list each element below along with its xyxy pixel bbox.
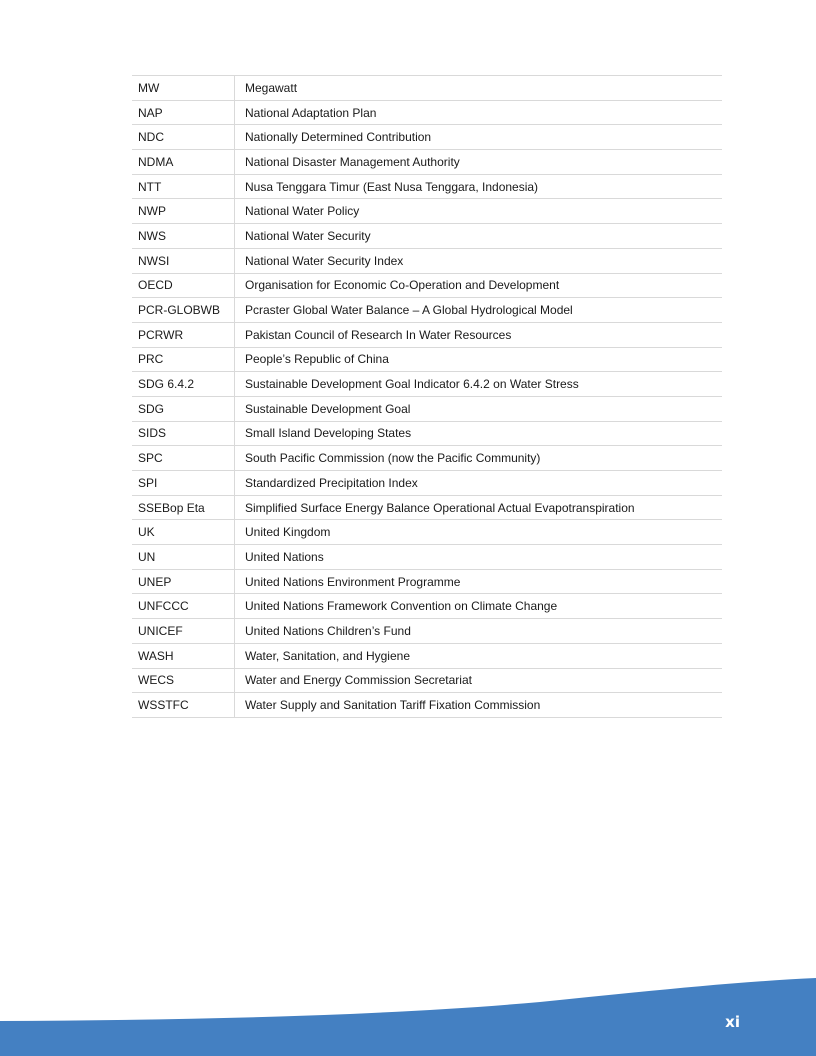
abbreviation-term: SSEBop Eta	[132, 495, 235, 520]
abbreviation-definition: National Water Security Index	[235, 248, 723, 273]
abbreviation-term: UK	[132, 520, 235, 545]
abbreviation-definition: National Adaptation Plan	[235, 100, 723, 125]
table-row	[132, 273, 722, 298]
abbreviation-definition: National Water Policy	[235, 199, 723, 224]
abbreviation-definition: Standardized Precipitation Index	[235, 471, 723, 496]
abbreviation-definition: National Water Security	[235, 224, 723, 249]
abbreviation-term: OECD	[132, 273, 235, 298]
table-row	[132, 471, 722, 496]
abbreviation-definition: South Pacific Commission (now the Pacific Community)	[235, 446, 723, 471]
abbreviation-definition: Water Supply and Sanitation Tariff Fixation Commission	[235, 693, 723, 718]
table-row	[132, 298, 722, 323]
abbreviation-definition: Nusa Tenggara Timur (East Nusa Tenggara, Indonesia)	[235, 174, 723, 199]
table-row	[132, 248, 722, 273]
page-number: xi	[725, 1013, 740, 1031]
abbreviation-definition: National Disaster Management Authority	[235, 150, 723, 175]
abbreviation-term: NWS	[132, 224, 235, 249]
abbreviation-term: NWP	[132, 199, 235, 224]
table-row	[132, 224, 722, 249]
footer-wave	[0, 970, 816, 1056]
abbreviation-term: UNFCCC	[132, 594, 235, 619]
abbreviation-term: WSSTFC	[132, 693, 235, 718]
abbreviation-definition: Simplified Surface Energy Balance Operational Actual Evapotranspiration	[235, 495, 723, 520]
abbreviation-term: NAP	[132, 100, 235, 125]
abbreviation-term: SDG	[132, 396, 235, 421]
table-row	[132, 545, 722, 570]
abbreviation-definition: United Nations Framework Convention on Climate Change	[235, 594, 723, 619]
table-row	[132, 150, 722, 175]
table-row	[132, 396, 722, 421]
abbreviation-definition: Nationally Determined Contribution	[235, 125, 723, 150]
table-row	[132, 125, 722, 150]
abbreviation-definition: United Nations Children’s Fund	[235, 619, 723, 644]
table-row	[132, 322, 722, 347]
table-row	[132, 446, 722, 471]
abbreviation-term: PCR-GLOBWB	[132, 298, 235, 323]
table-row	[132, 100, 722, 125]
abbreviation-term: SPI	[132, 471, 235, 496]
table-row	[132, 619, 722, 644]
abbreviation-definition: Water, Sanitation, and Hygiene	[235, 643, 723, 668]
table-row	[132, 372, 722, 397]
table-row	[132, 421, 722, 446]
table-row	[132, 495, 722, 520]
table-row	[132, 174, 722, 199]
abbreviation-term: PRC	[132, 347, 235, 372]
abbreviation-term: SDG 6.4.2	[132, 372, 235, 397]
table-row	[132, 199, 722, 224]
table-row	[132, 693, 722, 718]
abbreviation-term: NDC	[132, 125, 235, 150]
abbreviation-definition: Pakistan Council of Research In Water Resources	[235, 322, 723, 347]
table-row	[132, 76, 722, 101]
table-row	[132, 594, 722, 619]
abbreviation-term: NDMA	[132, 150, 235, 175]
abbreviation-term: UNEP	[132, 569, 235, 594]
abbreviation-term: WASH	[132, 643, 235, 668]
table-row	[132, 643, 722, 668]
table-row	[132, 347, 722, 372]
abbreviations-table-body	[132, 76, 722, 718]
abbreviation-term: NWSI	[132, 248, 235, 273]
abbreviation-term: SIDS	[132, 421, 235, 446]
abbreviation-term: UN	[132, 545, 235, 570]
abbreviation-definition: United Nations	[235, 545, 723, 570]
abbreviation-definition: Pcraster Global Water Balance – A Global Hydrological Model	[235, 298, 723, 323]
table-row	[132, 520, 722, 545]
abbreviation-term: MW	[132, 76, 235, 101]
table-row	[132, 668, 722, 693]
abbreviation-definition: Sustainable Development Goal	[235, 396, 723, 421]
abbreviation-term: WECS	[132, 668, 235, 693]
abbreviation-definition: Organisation for Economic Co-Operation and Development	[235, 273, 723, 298]
abbreviation-definition: Sustainable Development Goal Indicator 6.4.2 on Water Stress	[235, 372, 723, 397]
abbreviation-term: UNICEF	[132, 619, 235, 644]
abbreviation-term: PCRWR	[132, 322, 235, 347]
abbreviation-term: SPC	[132, 446, 235, 471]
abbreviation-definition: Megawatt	[235, 76, 723, 101]
abbreviation-definition: United Kingdom	[235, 520, 723, 545]
table-row	[132, 569, 722, 594]
footer-wave-shape	[0, 978, 816, 1056]
abbreviation-definition: United Nations Environment Programme	[235, 569, 723, 594]
abbreviation-definition: People’s Republic of China	[235, 347, 723, 372]
abbreviation-definition: Small Island Developing States	[235, 421, 723, 446]
abbreviation-definition: Water and Energy Commission Secretariat	[235, 668, 723, 693]
abbreviation-term: NTT	[132, 174, 235, 199]
abbreviations-table	[132, 75, 722, 718]
